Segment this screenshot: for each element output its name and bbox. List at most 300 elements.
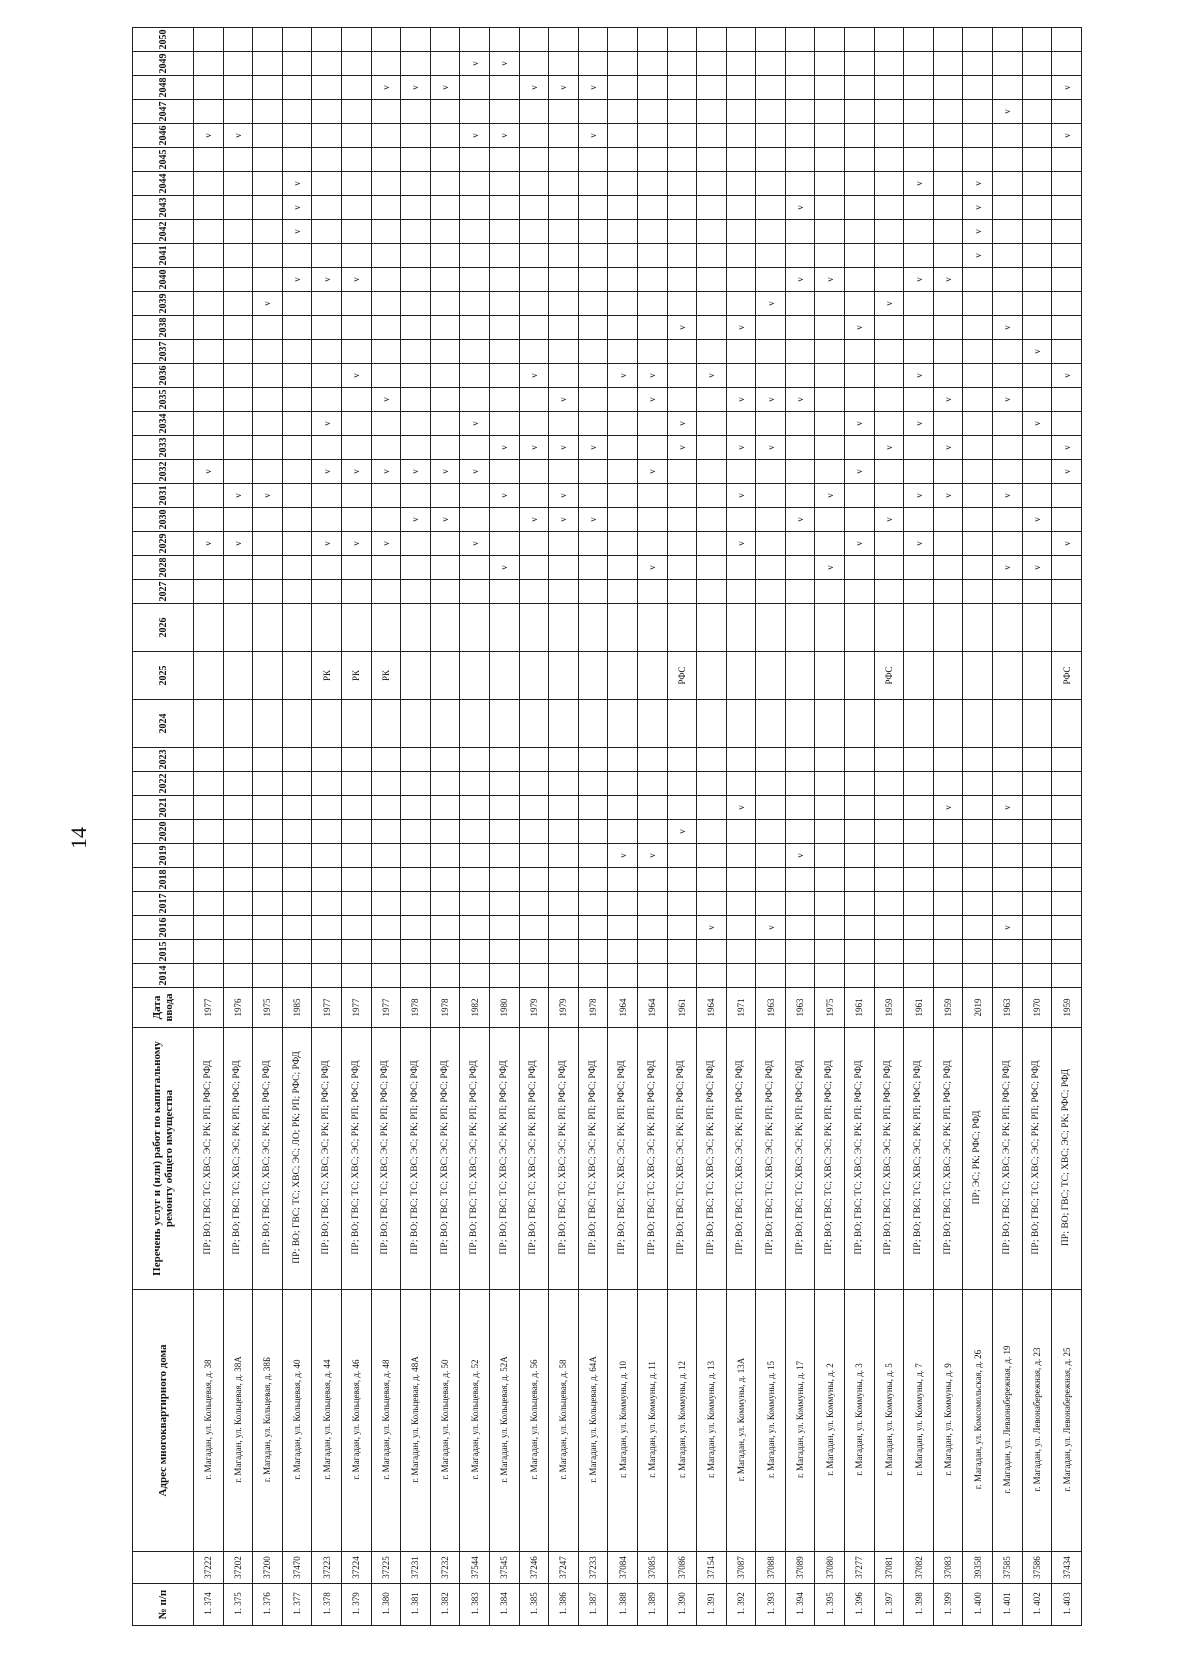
- year-cell-2040: v: [815, 268, 845, 292]
- year-cell-2032: [608, 460, 638, 484]
- year-cell-2043: [993, 196, 1023, 220]
- year-cell-2036: [312, 364, 342, 388]
- row-house-id: 37233: [578, 1552, 608, 1584]
- year-cell-2029: [401, 532, 431, 556]
- year-cell-2018: [460, 868, 490, 892]
- year-cell-2021: [223, 796, 253, 820]
- year-cell-2024: [194, 700, 224, 748]
- year-cell-2016: [194, 916, 224, 940]
- year-cell-2016: [223, 916, 253, 940]
- year-cell-2029: [933, 532, 963, 556]
- year-cell-2031: [756, 484, 786, 508]
- table-row: [815, 28, 845, 1626]
- year-cell-2017: [815, 892, 845, 916]
- year-cell-2032: [756, 460, 786, 484]
- year-cell-2041: [401, 244, 431, 268]
- year-cell-2047: [341, 100, 371, 124]
- year-cell-2037: [549, 340, 579, 364]
- year-cell-2033: [341, 436, 371, 460]
- year-cell-2046: [401, 124, 431, 148]
- year-cell-2021: [904, 796, 934, 820]
- year-cell-2018: [963, 868, 993, 892]
- year-cell-2024: [637, 700, 667, 748]
- year-cell-2026: [430, 604, 460, 652]
- year-cell-2029: v: [371, 532, 401, 556]
- year-cell-2035: [489, 388, 519, 412]
- year-cell-2049: [253, 52, 283, 76]
- year-cell-2017: [223, 892, 253, 916]
- year-cell-2022: [933, 772, 963, 796]
- row-house-id: 37470: [282, 1552, 312, 1584]
- year-cell-2031: [312, 484, 342, 508]
- year-cell-2029: [549, 532, 579, 556]
- year-cell-2026: [519, 604, 549, 652]
- year-cell-2034: [401, 412, 431, 436]
- year-cell-2040: [401, 268, 431, 292]
- year-cell-2027: [578, 580, 608, 604]
- year-cell-2016: v: [697, 916, 727, 940]
- year-cell-2044: [430, 172, 460, 196]
- year-cell-2046: v: [1052, 124, 1082, 148]
- year-cell-2041: [223, 244, 253, 268]
- year-cell-2021: [815, 796, 845, 820]
- year-cell-2047: [785, 100, 815, 124]
- row-number: 1. 395: [815, 1584, 845, 1626]
- year-cell-2042: [519, 220, 549, 244]
- year-cell-2015: [756, 940, 786, 964]
- year-cell-2033: v: [874, 436, 904, 460]
- row-address: г. Магадан, ул. Коммуны, д. 13: [697, 1290, 727, 1552]
- year-cell-2031: [578, 484, 608, 508]
- year-cell-2016: [667, 916, 697, 940]
- year-cell-2030: [223, 508, 253, 532]
- row-date: 1978: [401, 988, 431, 1028]
- year-cell-2032: [874, 460, 904, 484]
- year-cell-2028: [578, 556, 608, 580]
- year-cell-2050: [1052, 28, 1082, 52]
- year-cell-2032: [578, 460, 608, 484]
- year-cell-2040: [489, 268, 519, 292]
- row-number: 1. 399: [933, 1584, 963, 1626]
- year-cell-2019: [578, 844, 608, 868]
- year-cell-2028: v: [637, 556, 667, 580]
- row-house-id: 37202: [223, 1552, 253, 1584]
- year-cell-2023: [341, 748, 371, 772]
- year-cell-2042: [726, 220, 756, 244]
- year-cell-2038: [608, 316, 638, 340]
- year-cell-2022: [697, 772, 727, 796]
- year-cell-2014: [578, 964, 608, 988]
- row-date: 1978: [430, 988, 460, 1028]
- year-cell-2015: [608, 940, 638, 964]
- year-cell-2034: [608, 412, 638, 436]
- year-cell-2041: [430, 244, 460, 268]
- row-services: ПР; ВО; ГВС; ТС; ХВС; ЭС; РК; РП; РФС; РФД: [578, 1028, 608, 1290]
- header-year-2035: 2035: [133, 388, 194, 412]
- year-cell-2044: [993, 172, 1023, 196]
- year-cell-2030: [726, 508, 756, 532]
- year-cell-2031: v: [815, 484, 845, 508]
- year-cell-2034: [282, 412, 312, 436]
- year-cell-2027: [282, 580, 312, 604]
- year-cell-2015: [312, 940, 342, 964]
- year-cell-2048: v: [549, 76, 579, 100]
- year-cell-2048: v: [430, 76, 460, 100]
- year-cell-2025: [223, 652, 253, 700]
- row-date: 1961: [667, 988, 697, 1028]
- year-cell-2050: [815, 28, 845, 52]
- row-services: ПР; ВО; ГВС; ТС; ХВС; ЭС; РК; РП; РФС; РФД: [874, 1028, 904, 1290]
- year-cell-2014: [549, 964, 579, 988]
- row-date: 1977: [194, 988, 224, 1028]
- year-cell-2030: [282, 508, 312, 532]
- header-year-2038: 2038: [133, 316, 194, 340]
- year-cell-2030: [194, 508, 224, 532]
- year-cell-2024: [726, 700, 756, 748]
- page-number: 14: [66, 827, 91, 849]
- year-cell-2029: [667, 532, 697, 556]
- year-cell-2026: [726, 604, 756, 652]
- year-cell-2020: [401, 820, 431, 844]
- year-cell-2022: [1022, 772, 1052, 796]
- header-year-2036: 2036: [133, 364, 194, 388]
- year-cell-2043: [341, 196, 371, 220]
- row-address: г. Магадан, ул. Кольцевая, д. 52А: [489, 1290, 519, 1552]
- year-cell-2037: [401, 340, 431, 364]
- year-cell-2024: [785, 700, 815, 748]
- year-cell-2038: [756, 316, 786, 340]
- year-cell-2033: [401, 436, 431, 460]
- year-cell-2023: [1052, 748, 1082, 772]
- year-cell-2025: РК: [341, 652, 371, 700]
- year-cell-2026: [785, 604, 815, 652]
- year-cell-2024: [993, 700, 1023, 748]
- year-cell-2022: [608, 772, 638, 796]
- year-cell-2021: [1022, 796, 1052, 820]
- year-cell-2032: [223, 460, 253, 484]
- year-cell-2021: v: [993, 796, 1023, 820]
- year-cell-2021: [1052, 796, 1082, 820]
- year-cell-2049: [578, 52, 608, 76]
- row-date: 1971: [726, 988, 756, 1028]
- year-cell-2026: [341, 604, 371, 652]
- year-cell-2030: v: [1022, 508, 1052, 532]
- year-cell-2036: [874, 364, 904, 388]
- year-cell-2040: [549, 268, 579, 292]
- year-cell-2035: [904, 388, 934, 412]
- year-cell-2036: [845, 364, 875, 388]
- year-cell-2039: [460, 292, 490, 316]
- year-cell-2025: [519, 652, 549, 700]
- year-cell-2049: [933, 52, 963, 76]
- year-cell-2041: [371, 244, 401, 268]
- year-cell-2046: [637, 124, 667, 148]
- row-house-id: 37586: [1022, 1552, 1052, 1584]
- year-cell-2028: [460, 556, 490, 580]
- year-cell-2017: [578, 892, 608, 916]
- row-services: ПР; ВО; ГВС; ТС; ХВС; ЭС; РК; РП; РФС; РФД: [519, 1028, 549, 1290]
- year-cell-2020: [549, 820, 579, 844]
- year-cell-2039: [993, 292, 1023, 316]
- year-cell-2045: [726, 148, 756, 172]
- year-cell-2016: v: [756, 916, 786, 940]
- year-cell-2030: [993, 508, 1023, 532]
- year-cell-2023: [904, 748, 934, 772]
- year-cell-2015: [815, 940, 845, 964]
- year-cell-2033: v: [933, 436, 963, 460]
- row-house-id: 37247: [549, 1552, 579, 1584]
- year-cell-2031: v: [933, 484, 963, 508]
- year-cell-2027: [223, 580, 253, 604]
- year-cell-2032: [253, 460, 283, 484]
- year-cell-2015: [1022, 940, 1052, 964]
- year-cell-2038: [460, 316, 490, 340]
- year-cell-2033: [430, 436, 460, 460]
- year-cell-2041: [933, 244, 963, 268]
- year-cell-2049: [1022, 52, 1052, 76]
- row-services: ПР; ВО; ГВС; ТС; ХВС; ЭС; РК; РП; РФС; РФД: [430, 1028, 460, 1290]
- row-address: г. Магадан, ул. Комсомольская, д. 26: [963, 1290, 993, 1552]
- year-cell-2018: [608, 868, 638, 892]
- year-cell-2050: [282, 28, 312, 52]
- row-services: ПР; ЭС; РК; РФС; РФД: [963, 1028, 993, 1290]
- year-cell-2020: [253, 820, 283, 844]
- year-cell-2027: [637, 580, 667, 604]
- year-cell-2021: [430, 796, 460, 820]
- table-row: [223, 28, 253, 1626]
- year-cell-2018: [756, 868, 786, 892]
- year-cell-2021: [874, 796, 904, 820]
- year-cell-2039: [282, 292, 312, 316]
- year-cell-2035: [815, 388, 845, 412]
- year-cell-2048: v: [371, 76, 401, 100]
- year-cell-2045: [874, 148, 904, 172]
- year-cell-2044: [1022, 172, 1052, 196]
- year-cell-2039: [815, 292, 845, 316]
- year-cell-2028: [549, 556, 579, 580]
- year-cell-2027: [667, 580, 697, 604]
- year-cell-2038: [519, 316, 549, 340]
- year-cell-2046: [845, 124, 875, 148]
- year-cell-2018: [401, 868, 431, 892]
- year-cell-2030: [312, 508, 342, 532]
- year-cell-2044: [845, 172, 875, 196]
- row-address: г. Магадан, ул. Кольцевая, д. 38: [194, 1290, 224, 1552]
- year-cell-2033: v: [726, 436, 756, 460]
- header-year-2029: 2029: [133, 532, 194, 556]
- table-row: [371, 28, 401, 1626]
- year-cell-2030: [608, 508, 638, 532]
- year-cell-2042: [608, 220, 638, 244]
- year-cell-2027: [549, 580, 579, 604]
- year-cell-2041: [845, 244, 875, 268]
- year-cell-2038: [933, 316, 963, 340]
- year-cell-2015: [845, 940, 875, 964]
- row-date: 1976: [223, 988, 253, 1028]
- year-cell-2018: [312, 868, 342, 892]
- year-cell-2046: v: [460, 124, 490, 148]
- year-cell-2016: [845, 916, 875, 940]
- year-cell-2048: v: [519, 76, 549, 100]
- row-date: 1961: [904, 988, 934, 1028]
- year-cell-2037: [430, 340, 460, 364]
- year-cell-2042: v: [963, 220, 993, 244]
- row-number: 1. 382: [430, 1584, 460, 1626]
- year-cell-2041: [667, 244, 697, 268]
- year-cell-2017: [519, 892, 549, 916]
- year-cell-2025: [460, 652, 490, 700]
- year-cell-2021: [608, 796, 638, 820]
- year-cell-2050: [341, 28, 371, 52]
- row-date: 1977: [371, 988, 401, 1028]
- year-cell-2046: [993, 124, 1023, 148]
- year-cell-2043: v: [963, 196, 993, 220]
- year-cell-2050: [785, 28, 815, 52]
- row-services: ПР; ВО; ГВС; ТС; ХВС; ЭС; РК; РП; РФС; РФД: [667, 1028, 697, 1290]
- year-cell-2045: [933, 148, 963, 172]
- year-cell-2024: [756, 700, 786, 748]
- year-cell-2023: [371, 748, 401, 772]
- year-cell-2035: v: [549, 388, 579, 412]
- year-cell-2027: [963, 580, 993, 604]
- row-address: г. Магадан, ул. Кольцевая, д. 48: [371, 1290, 401, 1552]
- year-cell-2014: [667, 964, 697, 988]
- year-cell-2023: [194, 748, 224, 772]
- year-cell-2019: [874, 844, 904, 868]
- year-cell-2044: v: [904, 172, 934, 196]
- year-cell-2019: [282, 844, 312, 868]
- year-cell-2015: [667, 940, 697, 964]
- year-cell-2047: [489, 100, 519, 124]
- year-cell-2020: [904, 820, 934, 844]
- table-row: [1052, 28, 1082, 1626]
- year-cell-2037: [874, 340, 904, 364]
- year-cell-2049: [993, 52, 1023, 76]
- year-cell-2049: [194, 52, 224, 76]
- header-year-2025: 2025: [133, 652, 194, 700]
- year-cell-2020: [489, 820, 519, 844]
- year-cell-2024: [489, 700, 519, 748]
- year-cell-2029: v: [312, 532, 342, 556]
- year-cell-2045: [785, 148, 815, 172]
- year-cell-2016: [785, 916, 815, 940]
- row-house-id: 37080: [815, 1552, 845, 1584]
- row-number: 1. 390: [667, 1584, 697, 1626]
- year-cell-2035: v: [785, 388, 815, 412]
- year-cell-2016: [637, 916, 667, 940]
- year-cell-2035: [667, 388, 697, 412]
- year-cell-2035: [223, 388, 253, 412]
- year-cell-2050: [1022, 28, 1052, 52]
- header-year-2046: 2046: [133, 124, 194, 148]
- year-cell-2044: [874, 172, 904, 196]
- year-cell-2043: [726, 196, 756, 220]
- year-cell-2019: [519, 844, 549, 868]
- year-cell-2049: [726, 52, 756, 76]
- year-cell-2015: [401, 940, 431, 964]
- year-cell-2038: [371, 316, 401, 340]
- year-cell-2042: [756, 220, 786, 244]
- table-row: [845, 28, 875, 1626]
- year-cell-2028: [904, 556, 934, 580]
- year-cell-2041: [341, 244, 371, 268]
- year-cell-2023: [401, 748, 431, 772]
- year-cell-2029: [637, 532, 667, 556]
- year-cell-2015: [993, 940, 1023, 964]
- year-cell-2036: [578, 364, 608, 388]
- year-cell-2041: [194, 244, 224, 268]
- year-cell-2027: [341, 580, 371, 604]
- year-cell-2048: [785, 76, 815, 100]
- year-cell-2019: [371, 844, 401, 868]
- table-row: [667, 28, 697, 1626]
- year-cell-2034: v: [312, 412, 342, 436]
- year-cell-2044: [223, 172, 253, 196]
- row-services: ПР; ВО; ГВС; ТС; ХВС; ЭС; РК; РП; РФС; РФД: [489, 1028, 519, 1290]
- year-cell-2039: [549, 292, 579, 316]
- year-cell-2021: [253, 796, 283, 820]
- year-cell-2045: [845, 148, 875, 172]
- year-cell-2016: [874, 916, 904, 940]
- year-cell-2022: [194, 772, 224, 796]
- year-cell-2046: v: [223, 124, 253, 148]
- year-cell-2022: [845, 772, 875, 796]
- year-cell-2014: [785, 964, 815, 988]
- year-cell-2023: [667, 748, 697, 772]
- year-cell-2019: [253, 844, 283, 868]
- year-cell-2048: [993, 76, 1023, 100]
- year-cell-2037: [697, 340, 727, 364]
- row-date: 1970: [1022, 988, 1052, 1028]
- year-cell-2050: [519, 28, 549, 52]
- year-cell-2014: [312, 964, 342, 988]
- year-cell-2014: [1022, 964, 1052, 988]
- year-cell-2034: [549, 412, 579, 436]
- year-cell-2014: [1052, 964, 1082, 988]
- row-address: г. Магадан, ул. Коммуны, д. 11: [637, 1290, 667, 1552]
- year-cell-2050: [608, 28, 638, 52]
- year-cell-2035: [963, 388, 993, 412]
- year-cell-2031: [401, 484, 431, 508]
- year-cell-2017: [756, 892, 786, 916]
- year-cell-2050: [312, 28, 342, 52]
- year-cell-2019: [904, 844, 934, 868]
- row-house-id: 39358: [963, 1552, 993, 1584]
- year-cell-2028: [608, 556, 638, 580]
- year-cell-2028: [401, 556, 431, 580]
- year-cell-2020: [815, 820, 845, 844]
- year-cell-2035: [253, 388, 283, 412]
- year-cell-2032: v: [845, 460, 875, 484]
- year-cell-2044: [253, 172, 283, 196]
- year-cell-2015: [578, 940, 608, 964]
- year-cell-2031: [1052, 484, 1082, 508]
- year-cell-2016: [489, 916, 519, 940]
- year-cell-2021: [963, 796, 993, 820]
- year-cell-2049: [312, 52, 342, 76]
- year-cell-2027: [608, 580, 638, 604]
- year-cell-2044: [460, 172, 490, 196]
- year-cell-2016: [312, 916, 342, 940]
- year-cell-2037: [1052, 340, 1082, 364]
- year-cell-2017: [933, 892, 963, 916]
- year-cell-2045: [815, 148, 845, 172]
- row-services: ПР; ВО; ГВС; ТС; ХВС; ЭС; РК; РП; РФС; РФД: [371, 1028, 401, 1290]
- year-cell-2030: [845, 508, 875, 532]
- year-cell-2024: [253, 700, 283, 748]
- year-cell-2016: [430, 916, 460, 940]
- table-row: [401, 28, 431, 1626]
